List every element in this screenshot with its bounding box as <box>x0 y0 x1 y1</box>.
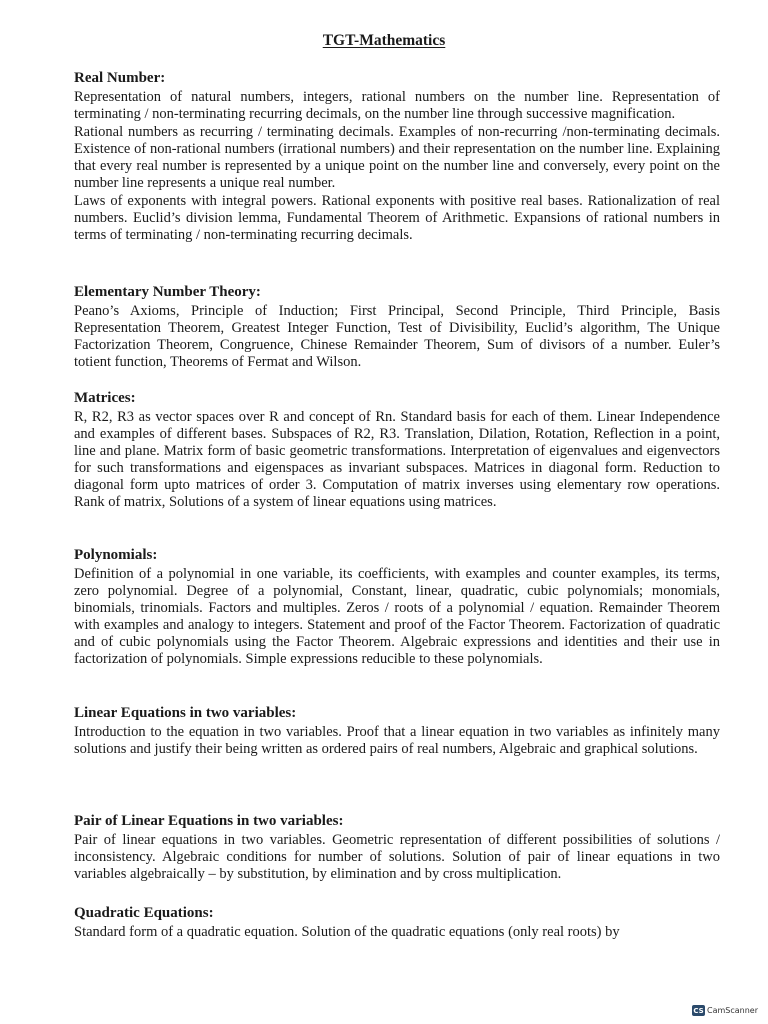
section-quadratic-equations <box>74 905 720 941</box>
section-pair-linear-equations <box>74 813 720 883</box>
section-heading: Pair of Linear Equations in two variables: <box>74 813 344 829</box>
section-paragraph: Pair of linear equations in two variables. Geometric representation of different possibilities of solutions / inconsistency. Algebraic conditions for number of solutions. Solution of pair of linear equations in two variables algebraically – by substitution, by elimination and by cross multiplication. <box>74 832 720 882</box>
section-heading: Elementary Number Theory: <box>74 284 261 300</box>
section-linear-equations <box>74 705 720 758</box>
section-paragraph: Representation of natural numbers, integers, rational numbers on the number line. Representation of terminating / non-terminating recurring decimals, on the number line through successive magnification. <box>74 89 720 122</box>
section-paragraph: Introduction to the equation in two variables. Proof that a linear equation in two variables as infinitely many solutions and justify their being written as ordered pairs of real numbers, Algebraic and graphical solutions. <box>74 724 720 757</box>
section-paragraph: Laws of exponents with integral powers. Rational exponents with positive real bases. Rationalization of real numbers. Euclid’s division lemma, Fundamental Theorem of Arithmetic. Expansions of rational numbers in terms of terminating / non-terminating recurring decimals. <box>74 193 720 243</box>
camscanner-logo-icon: CS <box>693 1006 704 1015</box>
section-elementary-number-theory <box>74 284 720 371</box>
page-title: TGT-Mathematics <box>322 32 446 49</box>
section-paragraph: Standard form of a quadratic equation. Solution of the quadratic equations (only real roots) by <box>74 924 620 940</box>
section-polynomials <box>74 547 720 668</box>
section-heading: Real Number: <box>74 70 166 86</box>
section-paragraph: R, R2, R3 as vector spaces over R and concept of Rn. Standard basis for each of them. Linear Independence and examples of different bases. Subspaces of R2, R3. Translation, Dilation, Rotation, Reflection in a point, line and plane. Matrix form of basic geometric transformations. Interpretation of eigenvalues and eigenvectors for such transformations and eigenspaces as invariant subspaces. Matrices in diagonal form. Reduction to diagonal form upto matrices of order 3. Computation of matrix inverses using elementary row operations. Rank of matrix, Solutions of a system of linear equations using matrices. <box>74 409 720 510</box>
section-paragraph: Rational numbers as recurring / terminating decimals. Examples of non-recurring /non-terminating decimals. Existence of non-rational numbers (irrational numbers) and their representation on the number line. Explaining that every real number is represented by a unique point on the number line and conversely, every point on the number line represents a unique real number. <box>74 124 720 191</box>
section-real-number <box>74 70 720 244</box>
section-heading: Linear Equations in two variables: <box>74 705 297 721</box>
section-paragraph: Definition of a polynomial in one variable, its coefficients, with examples and counter examples, its terms, zero polynomial. Degree of a polynomial, Constant, linear, quadratic, cubic polynomials; monomials, binomials, trinomials. Factors and multiples. Zeros / roots of a polynomial / equation. Remainder Theorem with examples and analogy to integers. Statement and proof of the Factor Theorem. Factorization of quadratic and of cubic polynomials using the Factor Theorem. Algebraic expressions and identities and their use in factorization of polynomials. Simple expressions reducible to these polynomials. <box>74 566 720 667</box>
section-heading: Polynomials: <box>74 547 158 563</box>
section-heading: Matrices: <box>74 390 136 406</box>
section-paragraph: Peano’s Axioms, Principle of Induction; First Principal, Second Principle, Third Principle, Basis Representation Theorem, Greatest Integer Function, Test of Divisibility, Euclid’s algorithm, The Unique Factorization Theorem, Congruence, Chinese Remainder Theorem, Sum of divisors of a number. Euler’s totient function, Theorems of Fermat and Wilson. <box>74 303 720 370</box>
camscanner-brand: CamScanner <box>706 1006 758 1015</box>
section-heading: Quadratic Equations: <box>74 905 214 921</box>
section-matrices <box>74 390 720 511</box>
camscanner-watermark <box>692 1005 758 1016</box>
